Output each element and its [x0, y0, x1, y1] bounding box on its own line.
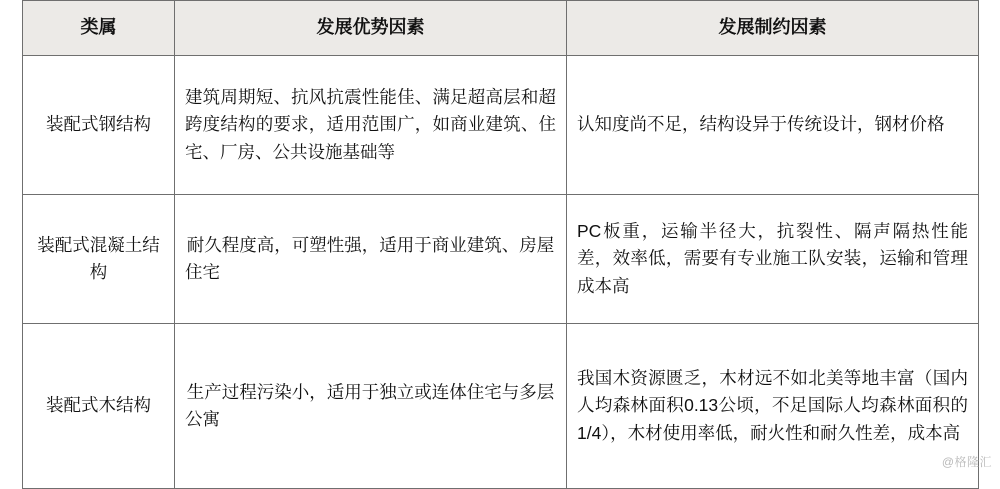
cell-constraint-concrete: PC板重，运输半径大，抗裂性、隔声隔热性能差，效率低，需要有专业施工队安装，运输和管理成本高 — [567, 195, 979, 324]
table-row — [23, 324, 979, 489]
watermark: @格隆汇 — [941, 455, 992, 469]
table-row — [23, 56, 979, 195]
comparison-table — [22, 0, 979, 489]
column-header-constraint: 发展制约因素 — [567, 1, 979, 56]
cell-advantage-wood: 生产过程污染小，适用于独立或连体住宅与多层公寓 — [175, 324, 567, 489]
comparison-table-container — [22, 0, 978, 489]
cell-constraint-steel: 认知度尚不足，结构设异于传统设计，钢材价格 — [567, 56, 979, 195]
table-body — [23, 56, 979, 489]
table-row — [23, 195, 979, 324]
column-header-category: 类属 — [23, 1, 175, 56]
cell-constraint-wood: 我国木资源匮乏，木材远不如北美等地丰富（国内人均森林面积0.13公顷，不足国际人均森林面积的1/4），木材使用率低，耐火性和耐久性差，成本高 — [567, 324, 979, 489]
table-header — [23, 1, 979, 56]
cell-category-wood: 装配式木结构 — [23, 324, 175, 489]
cell-category-concrete: 装配式混凝土结构 — [23, 195, 175, 324]
cell-category-steel: 装配式钢结构 — [23, 56, 175, 195]
cell-advantage-concrete: 耐久程度高，可塑性强，适用于商业建筑、房屋住宅 — [175, 195, 567, 324]
cell-advantage-steel: 建筑周期短、抗风抗震性能佳、满足超高层和超跨度结构的要求，适用范围广，如商业建筑、住宅、厂房、公共设施基础等 — [175, 56, 567, 195]
column-header-advantage: 发展优势因素 — [175, 1, 567, 56]
table-header-row — [23, 1, 979, 56]
